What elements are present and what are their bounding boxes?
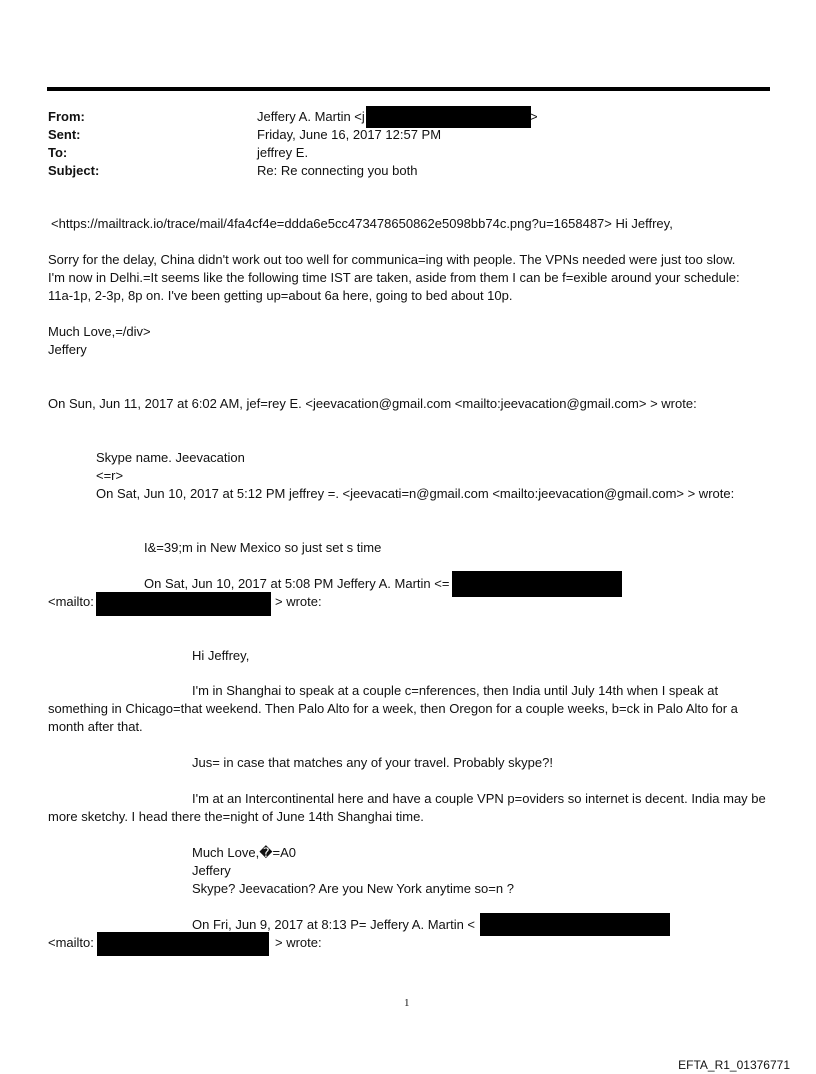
redaction-box: [97, 932, 269, 956]
mailto-prefix: <mailto:: [48, 594, 94, 609]
subject-value: Re: Re connecting you both: [257, 163, 418, 178]
greeting-line: Hi Jeffrey,: [192, 648, 250, 663]
signature-name: Jeffery: [48, 342, 87, 357]
para1-line3: 11a-1p, 2-3p, 8p on. I've been getting up=about 6a here, going to bed about 10p.: [48, 288, 513, 303]
signature-name: Jeffery: [192, 863, 231, 878]
para1-line1: Sorry for the delay, China didn't work out too well for communica=ing with people. The VPNs needed were just too slow.: [48, 252, 736, 267]
travel-line: Jus= in case that matches any of your travel. Probably skype?!: [192, 755, 553, 770]
document-id: EFTA_R1_01376771: [678, 1058, 790, 1072]
signoff: Much Love,=/div>: [48, 324, 151, 339]
quote-header: On Fri, Jun 9, 2017 at 8:13 P= Jeffery A. Martin <: [192, 917, 476, 932]
tracker-line: <https://mailtrack.io/trace/mail/4fa4cf4e=ddda6e5cc473478650862e5098bb74c.png?u=1658487> Hi Jeffrey,: [51, 216, 673, 231]
intercontinental-paragraph: I'm at an Intercontinental here and have a couple VPN p=oviders so internet is decent. India may be more sketchy. I head there the=night of June 14th Shanghai time.: [48, 791, 766, 824]
shanghai-paragraph: I'm in Shanghai to speak at a couple c=nferences, then India until July 14th when I speak at something in Chicago=that weekend. Then Palo Alto for a week, then Oregon for a couple weeks, b=ck in Palo Alto for a month after that.: [48, 683, 738, 734]
quote-header: On Sun, Jun 11, 2017 at 6:02 AM, jef=rey E. <jeevacation@gmail.com <mailto:jeevacation@gmail.com> > wrote:: [48, 396, 697, 411]
quote-header: On Sat, Jun 10, 2017 at 5:08 PM Jeffery A. Martin <=: [144, 576, 450, 591]
skype-line: Skype name. Jeevacation: [96, 450, 245, 465]
skype-question: Skype? Jeevacation? Are you New York anytime so=n ?: [192, 881, 514, 896]
to-value: jeffrey E.: [257, 145, 309, 160]
redaction-box: [452, 571, 622, 597]
from-label: From:: [48, 109, 85, 124]
subject-label: Subject:: [48, 163, 100, 178]
sent-value: Friday, June 16, 2017 12:57 PM: [257, 127, 442, 142]
from-value: Jeffery A. Martin <j: [257, 109, 365, 124]
new-mexico-line: I&=39;m in New Mexico so just set s time: [144, 540, 382, 555]
redaction-box: [96, 592, 271, 616]
from-value-tail: >: [530, 109, 538, 124]
sent-label: Sent:: [48, 127, 81, 142]
redaction-box: [366, 106, 531, 128]
header-rule: [47, 87, 770, 91]
signoff: Much Love,�=A0: [192, 845, 297, 860]
para1-line2: I'm now in Delhi.=It seems like the following time IST are taken, aside from them I can be f=exible around your schedule:: [48, 270, 740, 285]
redaction-box: [480, 913, 670, 936]
to-label: To:: [48, 145, 68, 160]
quote-header: On Sat, Jun 10, 2017 at 5:12 PM jeffrey =. <jeevacati=n@gmail.com <mailto:jeevacation@gmail.com> > wrote:: [96, 486, 735, 501]
mailto-suffix: > wrote:: [275, 935, 322, 950]
br-line: <=r>: [96, 468, 124, 483]
mailto-prefix: <mailto:: [48, 935, 94, 950]
page-number: 1: [404, 997, 410, 1009]
mailto-suffix: > wrote:: [275, 594, 322, 609]
